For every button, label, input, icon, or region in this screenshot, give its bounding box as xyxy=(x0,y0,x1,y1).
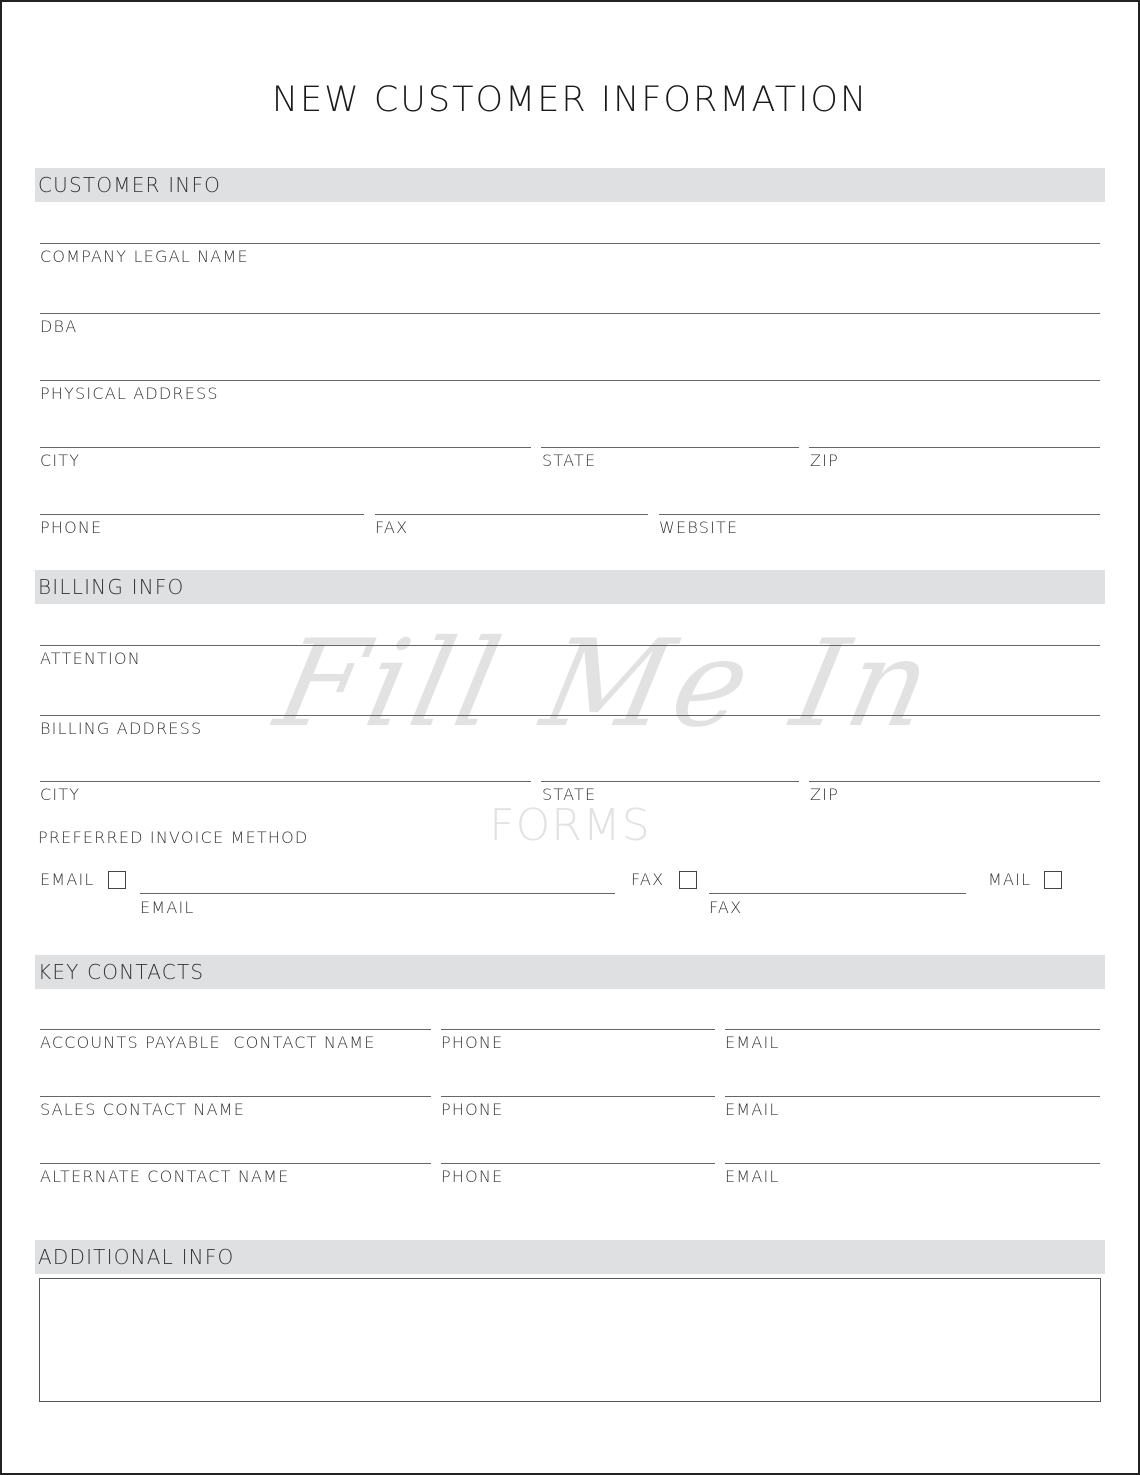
section-billing-info xyxy=(35,570,1105,604)
field-label: PHONE xyxy=(40,518,103,537)
email-checkbox[interactable] xyxy=(108,871,126,889)
section-key-contacts xyxy=(35,955,1105,989)
field-label: WEBSITE xyxy=(659,518,739,537)
section-additional-info xyxy=(35,1240,1105,1274)
invoice-fax-field[interactable] xyxy=(709,893,966,894)
zip-field[interactable] xyxy=(809,447,1100,448)
field-label: CITY xyxy=(40,785,81,804)
field-label: PHONE xyxy=(441,1167,504,1186)
field-label: PHONE xyxy=(441,1033,504,1052)
fax-option-label: FAX xyxy=(631,870,665,889)
field-label: ZIP xyxy=(810,451,839,470)
ap-contact-name-field[interactable] xyxy=(40,1029,431,1030)
section-heading: CUSTOMER INFO xyxy=(38,173,222,197)
ap-phone-field[interactable] xyxy=(441,1029,715,1030)
sales-email-field[interactable] xyxy=(725,1096,1100,1097)
billing-address-field[interactable] xyxy=(40,715,1100,716)
alternate-email-field[interactable] xyxy=(725,1163,1100,1164)
invoice-email-field[interactable] xyxy=(140,893,615,894)
field-label: BILLING ADDRESS xyxy=(40,719,203,738)
field-label: ATTENTION xyxy=(40,649,141,668)
billing-city-field[interactable] xyxy=(40,781,531,782)
field-label: ALTERNATE CONTACT NAME xyxy=(40,1167,290,1186)
field-label: PHYSICAL ADDRESS xyxy=(40,384,219,403)
preferred-invoice-method-label: PREFERRED INVOICE METHOD xyxy=(38,828,309,847)
ap-email-field[interactable] xyxy=(725,1029,1100,1030)
state-field[interactable] xyxy=(541,447,799,448)
additional-info-textarea[interactable] xyxy=(39,1278,1101,1402)
company-legal-name-field[interactable] xyxy=(40,243,1100,244)
alternate-contact-name-field[interactable] xyxy=(40,1163,431,1164)
city-field[interactable] xyxy=(40,447,531,448)
field-label: ACCOUNTS PAYABLE CONTACT NAME xyxy=(40,1033,376,1052)
watermark-script: Fill Me In xyxy=(265,615,949,754)
field-label: EMAIL xyxy=(140,898,195,917)
field-label: DBA xyxy=(40,317,78,336)
field-label: ZIP xyxy=(810,785,839,804)
sales-contact-name-field[interactable] xyxy=(40,1096,431,1097)
email-option-label: EMAIL xyxy=(40,870,95,889)
field-label: EMAIL xyxy=(725,1033,780,1052)
mail-checkbox[interactable] xyxy=(1044,871,1062,889)
fax-field[interactable] xyxy=(375,514,648,515)
field-label: COMPANY LEGAL NAME xyxy=(40,247,249,266)
phone-field[interactable] xyxy=(40,514,364,515)
field-label: FAX xyxy=(375,518,409,537)
field-label: EMAIL xyxy=(725,1167,780,1186)
section-heading: KEY CONTACTS xyxy=(38,960,205,984)
website-field[interactable] xyxy=(659,514,1100,515)
field-label: FAX xyxy=(709,898,743,917)
billing-state-field[interactable] xyxy=(541,781,799,782)
field-label: CITY xyxy=(40,451,81,470)
field-label: STATE xyxy=(542,785,597,804)
sales-phone-field[interactable] xyxy=(441,1096,715,1097)
section-customer-info xyxy=(35,168,1105,202)
field-label: PHONE xyxy=(441,1100,504,1119)
watermark-forms: FORMS xyxy=(489,800,651,851)
fax-checkbox[interactable] xyxy=(679,871,697,889)
dba-field[interactable] xyxy=(40,313,1100,314)
physical-address-field[interactable] xyxy=(40,380,1100,381)
field-label: EMAIL xyxy=(725,1100,780,1119)
attention-field[interactable] xyxy=(40,645,1100,646)
alternate-phone-field[interactable] xyxy=(441,1163,715,1164)
mail-option-label: MAIL xyxy=(988,870,1032,889)
section-heading: BILLING INFO xyxy=(38,575,185,599)
section-heading: ADDITIONAL INFO xyxy=(38,1245,235,1269)
billing-zip-field[interactable] xyxy=(809,781,1100,782)
page-title: NEW CUSTOMER INFORMATION xyxy=(271,80,869,120)
field-label: STATE xyxy=(542,451,597,470)
field-label: SALES CONTACT NAME xyxy=(40,1100,246,1119)
